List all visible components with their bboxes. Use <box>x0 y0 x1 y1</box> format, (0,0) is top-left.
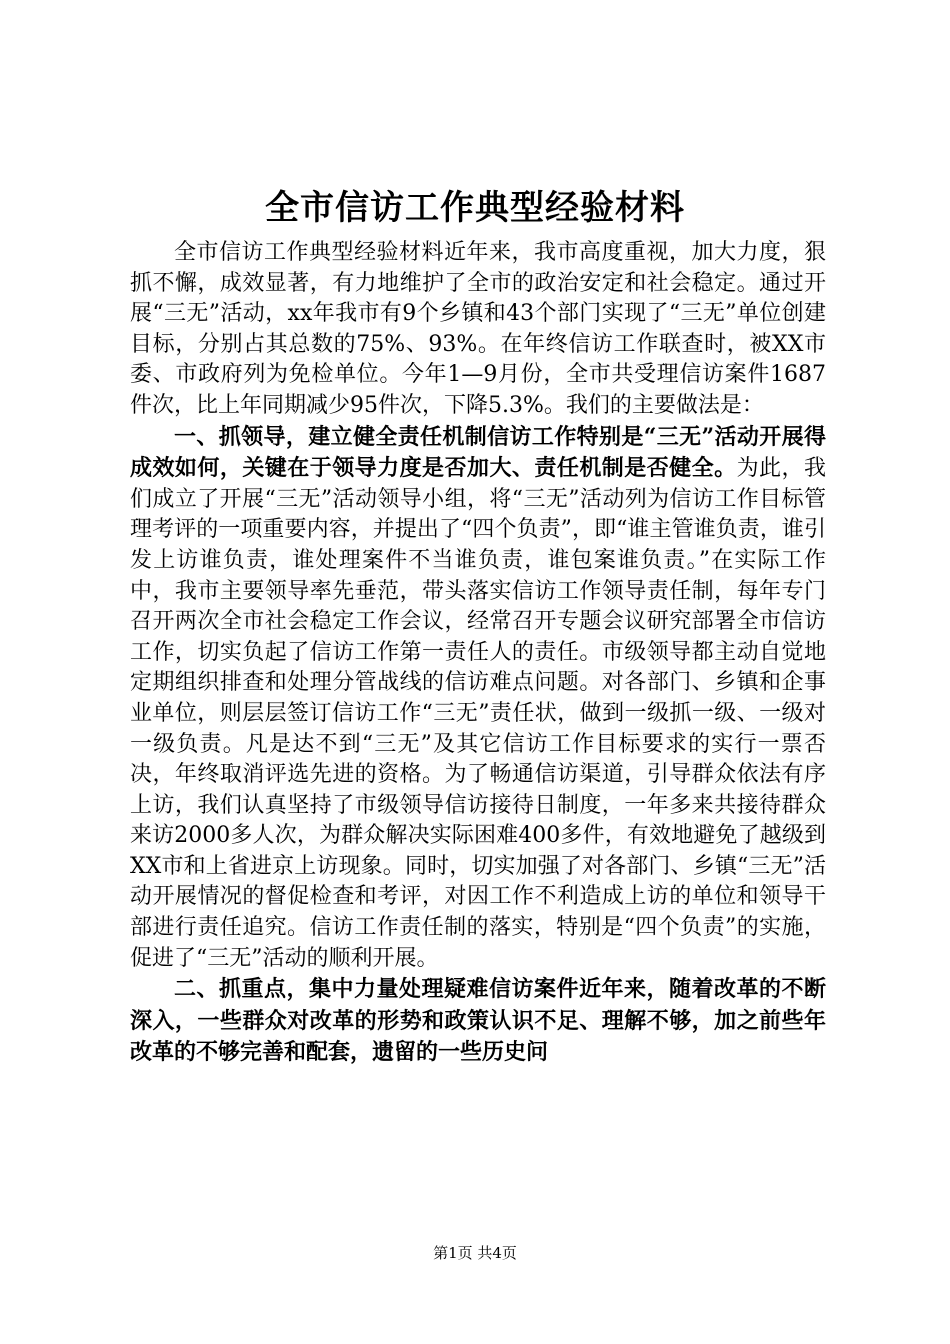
paragraph-intro-text: 全市信访工作典型经验材料近年来，我市高度重视，加大力度，狠抓不懈，成效显著，有力地维护了全市的政治安定和社会稳定。通过开展“三无”活动，xx年我市有9个乡镇和43个部门实现了“三无”单位创建目标，分别占其总数的75%、93%。在年终信访工作联查时，被XX市委、市政府列为免检单位。今年1—9月份，全市共受理信访案件1687件次，比上年同期减少95件次，下降5.3%。我们的主要做法是： <box>130 240 826 418</box>
section-1-heading: 一、抓领导，建立健全责任机制信访工作特别是“三无”活动开展得成效如何，关键在于领导力度是否加大、责任机制是否健全。 <box>130 423 826 482</box>
section-2-heading: 二、抓重点，集中力量处理疑难信访案件近年来，随着改革的不断深入，一些群众对改革的形势和政策认识不足、理解不够，加之前些年改革的不够完善和配套，遗留的一些历史问 <box>130 976 826 1066</box>
document-title: 全市信访工作典型经验材料 <box>265 188 685 228</box>
paragraph-section-1 <box>130 422 826 975</box>
paragraph-intro <box>130 238 826 422</box>
section-1-text: 为此，我们成立了开展“三无”活动领导小组，将“三无”活动列为信访工作目标管理考评的一项重要内容，并提出了“四个负责”，即“谁主管谁负责，谁引发上访谁负责，谁处理案件不当谁负责，谁包案谁负责。”在实际工作中，我市主要领导率先垂范，带头落实信访工作领导责任制，每年专门召开两次全市社会稳定工作会议，经常召开专题会议研究部署全市信访工作，切实负起了信访工作第一责任人的责任。市级领导都主动自觉地定期组织排查和处理分管战线的信访难点问题。对各部门、乡镇和企事业单位，则层层签订信访工作“三无”责任状，做到一级抓一级、一级对一级负责。凡是达不到“三无”及其它信访工作目标要求的实行一票否决，年终取消评选先进的资格。为了畅通信访渠道，引导群众依法有序上访，我们认真坚持了市级领导信访接待日制度，一年多来共接待群众来访2000多人次，为群众解决实际困难400多件，有效地避免了越级到XX市和上省进京上访现象。同时，切实加强了对各部门、乡镇“三无”活动开展情况的督促检查和考评，对因工作不利造成上访的单位和领导干部进行责任追究。信访工作责任制的落实，特别是“四个负责”的实施，促进了“三无”活动的顺利开展。 <box>130 456 826 971</box>
page-number: 第1页 共4页 <box>433 1244 517 1262</box>
document-body <box>130 238 826 1069</box>
paragraph-section-2 <box>130 974 826 1069</box>
